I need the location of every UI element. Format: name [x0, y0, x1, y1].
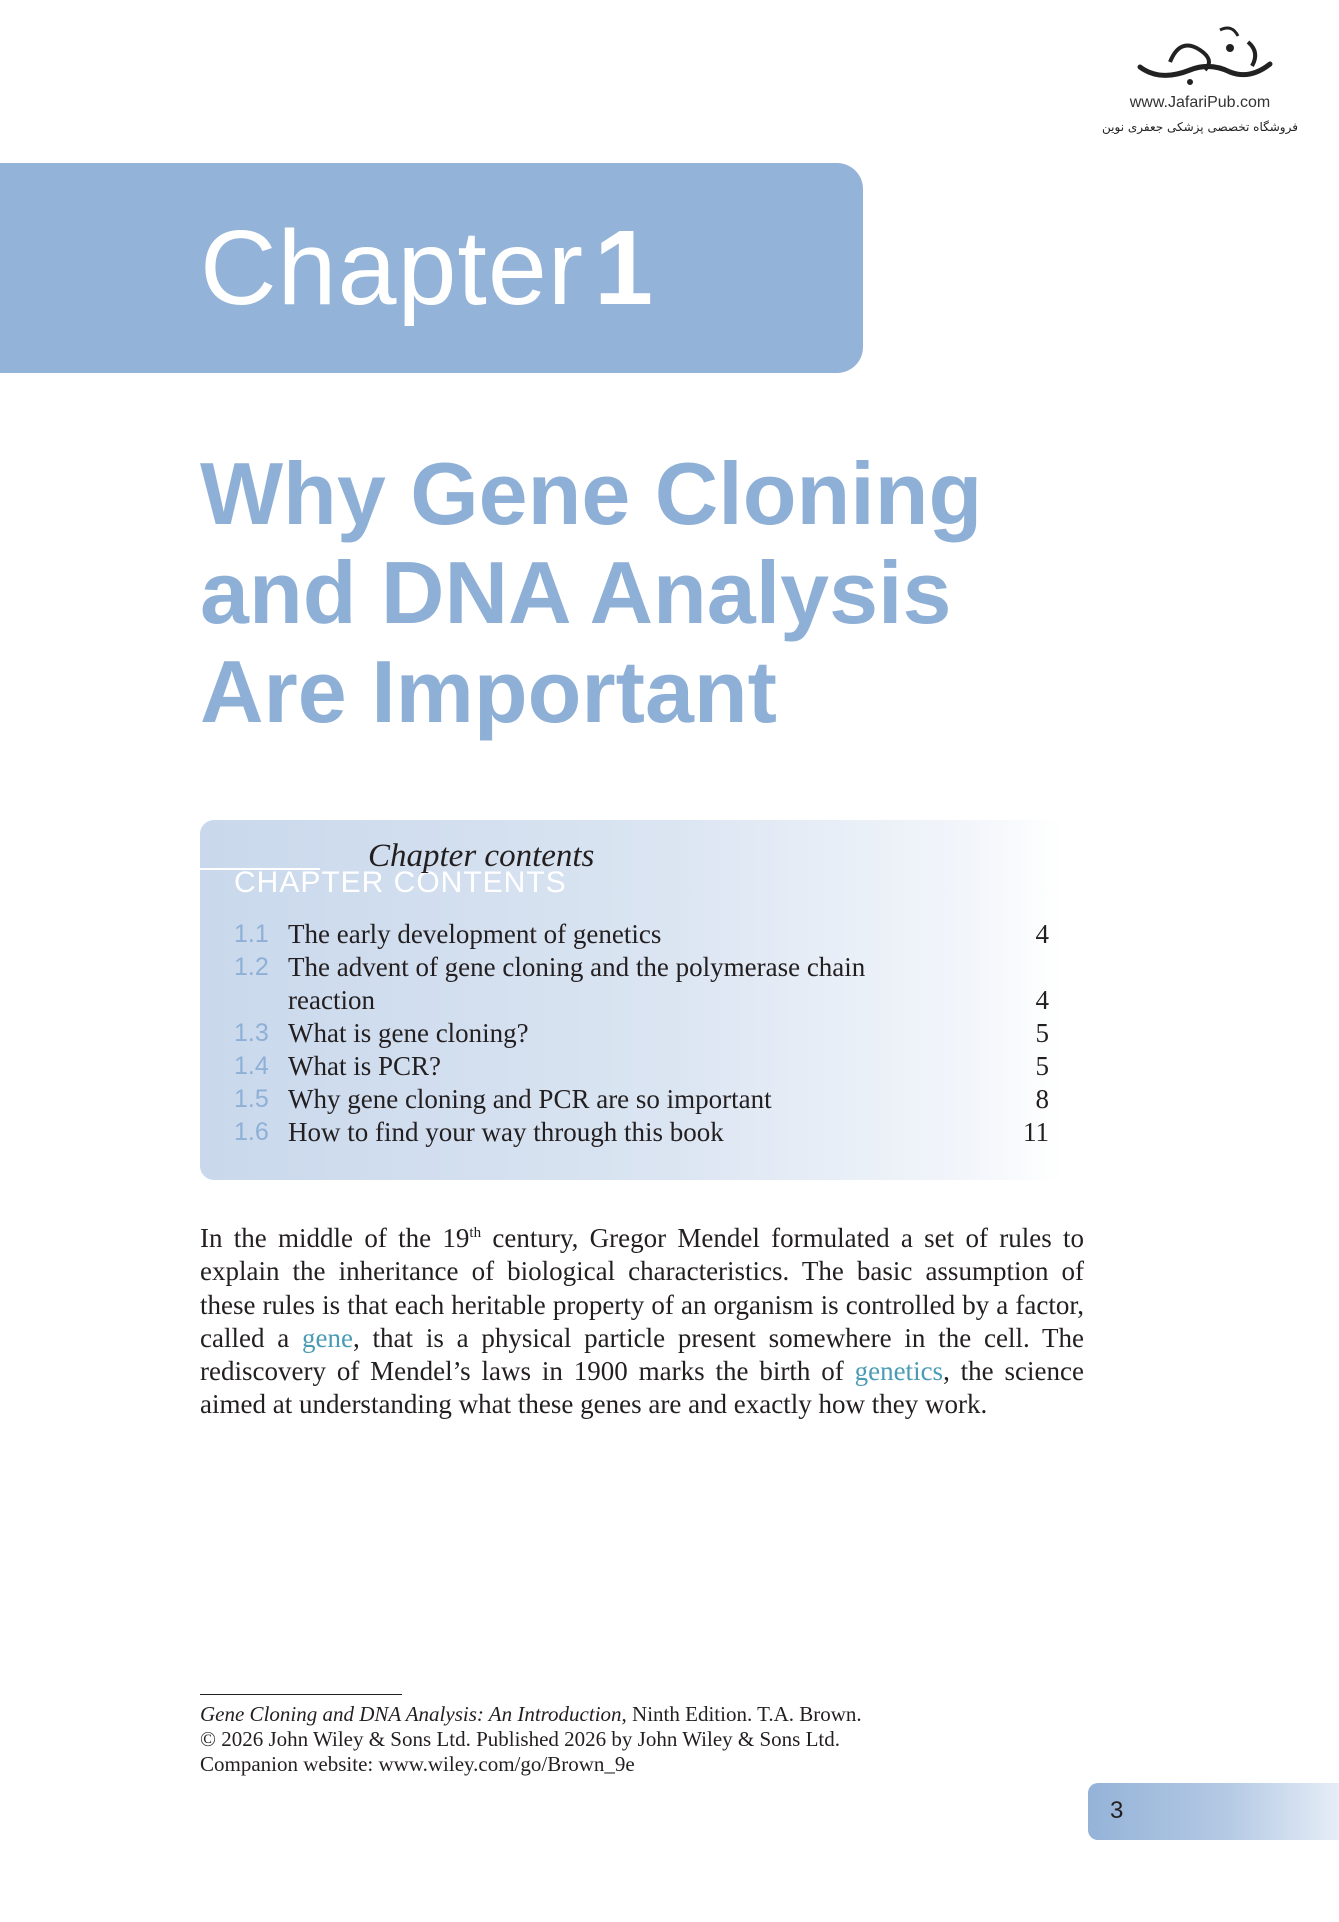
toc-item-number: 1.3: [234, 1019, 269, 1047]
publisher-logo: [1080, 22, 1320, 152]
toc-item[interactable]: [234, 951, 1049, 1017]
calligraphy-logo-icon: [1120, 22, 1280, 92]
page-number: 3: [1110, 1797, 1124, 1824]
footnote: [200, 1702, 1100, 1777]
contents-heading: Chapter contents: [368, 838, 595, 874]
toc-item-page: 5: [1035, 1018, 1049, 1048]
body-paragraph: [200, 1222, 1084, 1422]
toc-list: [234, 918, 1049, 1149]
toc-item[interactable]: [234, 1116, 1049, 1149]
body-text-segment: , the science aimed at understanding what these genes are and exactly how they work.: [200, 1356, 1084, 1420]
superscript: th: [469, 1225, 482, 1241]
toc-item-title: How to find your way through this book: [288, 1117, 724, 1147]
toc-item-title: Why gene cloning and PCR are so important: [288, 1084, 772, 1114]
chapter-title: [200, 444, 1100, 741]
toc-item-page: 4: [1035, 985, 1049, 1015]
toc-item-page: 8: [1035, 1084, 1049, 1114]
body-text-segment: century, Gregor Mendel formulated a set of rules to explain the inheritance of biological characteristics. The basic assumption of these rules is that each heritable property of an organism is controlled by a factor, called a: [200, 1223, 1084, 1353]
chapter-title-line: Are Important: [200, 642, 777, 741]
body-text-segment: , that is a physical particle present somewhere in the cell. The rediscovery of Mendel’s laws in 1900 marks the birth of: [200, 1322, 1084, 1387]
toc-item-title: The early development of genetics: [288, 919, 662, 949]
logo-tagline: فروشگاه تخصصی پزشکی جعفری نوین: [1102, 120, 1298, 134]
toc-item[interactable]: [234, 1083, 1049, 1116]
chapter-title-line: Why Gene Cloning: [200, 444, 983, 543]
edition-author: , Ninth Edition. T.A. Brown.: [621, 1702, 862, 1726]
toc-item[interactable]: [234, 1017, 1049, 1050]
toc-item-page: 4: [1035, 919, 1049, 949]
body-text-segment: In the middle of the 19: [200, 1223, 470, 1253]
toc-item-title: What is gene cloning?: [288, 1018, 529, 1048]
toc-item-title: What is PCR?: [288, 1051, 441, 1081]
toc-item-number: 1.2: [234, 953, 269, 981]
toc-item[interactable]: [234, 918, 1049, 951]
toc-item-page: 11: [1023, 1117, 1049, 1147]
companion-website: Companion website: www.wiley.com/go/Brown_9e: [200, 1752, 635, 1776]
contents-heading-ghost: CHAPTER CONTENTS: [234, 866, 567, 899]
toc-item-number: 1.4: [234, 1052, 269, 1080]
book-title: Gene Cloning and DNA Analysis: An Introduction: [200, 1702, 622, 1726]
footnote-rule: [200, 1694, 402, 1695]
chapter-banner: [0, 163, 863, 373]
glossary-term-gene[interactable]: gene: [302, 1322, 353, 1353]
glossary-term-genetics[interactable]: genetics: [854, 1356, 944, 1387]
toc-item-title: The advent of gene cloning and the polymerase chain reaction: [288, 952, 866, 1015]
logo-url: www.JafariPub.com: [1129, 94, 1271, 111]
footnote-citation: [200, 1702, 1100, 1727]
chapter-title-line: and DNA Analysis: [200, 543, 952, 642]
toc-item-number: 1.1: [234, 920, 269, 948]
chapter-label: [200, 209, 655, 327]
toc-item-number: 1.6: [234, 1118, 269, 1146]
chapter-number: 1: [594, 209, 655, 327]
toc-item-number: 1.5: [234, 1085, 269, 1113]
chapter-label-text: Chapter: [200, 209, 585, 327]
page-number-tab: [1088, 1783, 1339, 1840]
toc-item-page: 5: [1035, 1051, 1049, 1081]
toc-item[interactable]: [234, 1050, 1049, 1083]
copyright-line: © 2026 John Wiley & Sons Ltd. Published 2026 by John Wiley & Sons Ltd.: [200, 1727, 841, 1751]
chapter-contents-box: [200, 820, 1062, 1180]
